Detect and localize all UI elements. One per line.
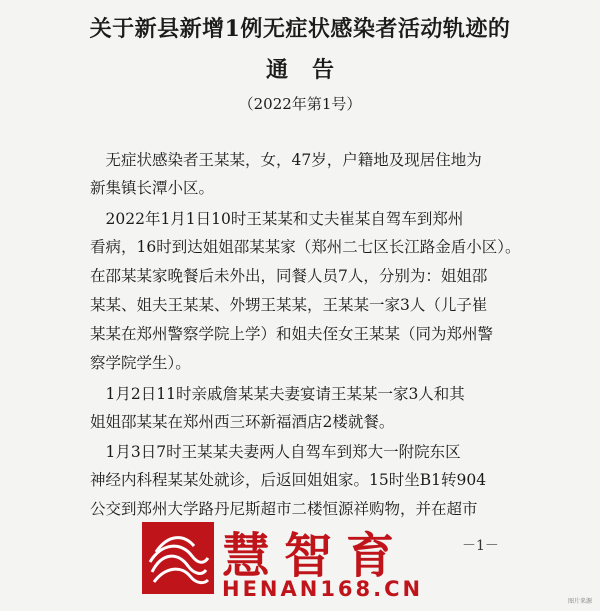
body-line: 新集镇长潭小区。 bbox=[90, 179, 215, 197]
body-line: 2022年1月1日10时王某某和丈夫崔某自驾车到郑州 bbox=[90, 210, 464, 228]
body-line: 无症状感染者王某某，女，47岁，户籍地及现居住地为 bbox=[90, 151, 482, 169]
body-line: 姐姐邵某某在郑州西三环新福酒店2楼就餐。 bbox=[90, 413, 395, 431]
body-line: 神经内科程某某处就诊，后返回姐姐家。15时坐B1转904 bbox=[90, 471, 487, 489]
body-line: 公交到郑州大学路丹尼斯超市二楼恒源祥购物，并在超市 bbox=[90, 500, 478, 518]
body-line: 1月3日7时王某某夫妻两人自驾车到郑大一附院东区 bbox=[90, 443, 461, 461]
document-number: （2022年第1号） bbox=[238, 95, 362, 113]
brand-logo-icon bbox=[142, 522, 214, 594]
brand-url: HENAN168.CN bbox=[222, 577, 424, 601]
body-line: 在邵某某家晚餐后未外出，同餐人员7人，分别为：姐姐邵 bbox=[90, 267, 488, 285]
page-number: －1－ bbox=[462, 538, 499, 554]
body-line: 1月2日11时亲戚詹某某夫妻宴请王某某一家3人和其 bbox=[90, 385, 465, 403]
body-line: 某某、姐夫王某某、外甥王某某，王某某一家3人（儿子崔 bbox=[90, 296, 488, 314]
watermark bbox=[110, 507, 540, 607]
document-title-notice: 通告 bbox=[265, 57, 358, 83]
brand-name: 慧智育 bbox=[222, 528, 409, 584]
body-line: 看病，16时到达姐姐邵某某家（郑州二七区长江路金盾小区）。 bbox=[90, 238, 521, 256]
body-line: 察学院学生）。 bbox=[90, 354, 191, 372]
corner-source-tag: 图片来源 bbox=[568, 598, 593, 605]
document-title: 关于新县新增1例无症状感染者活动轨迹的 bbox=[89, 16, 511, 42]
body-line: 某某在郑州警察学院上学）和姐夫侄女王某某（同为郑州警 bbox=[90, 325, 494, 343]
